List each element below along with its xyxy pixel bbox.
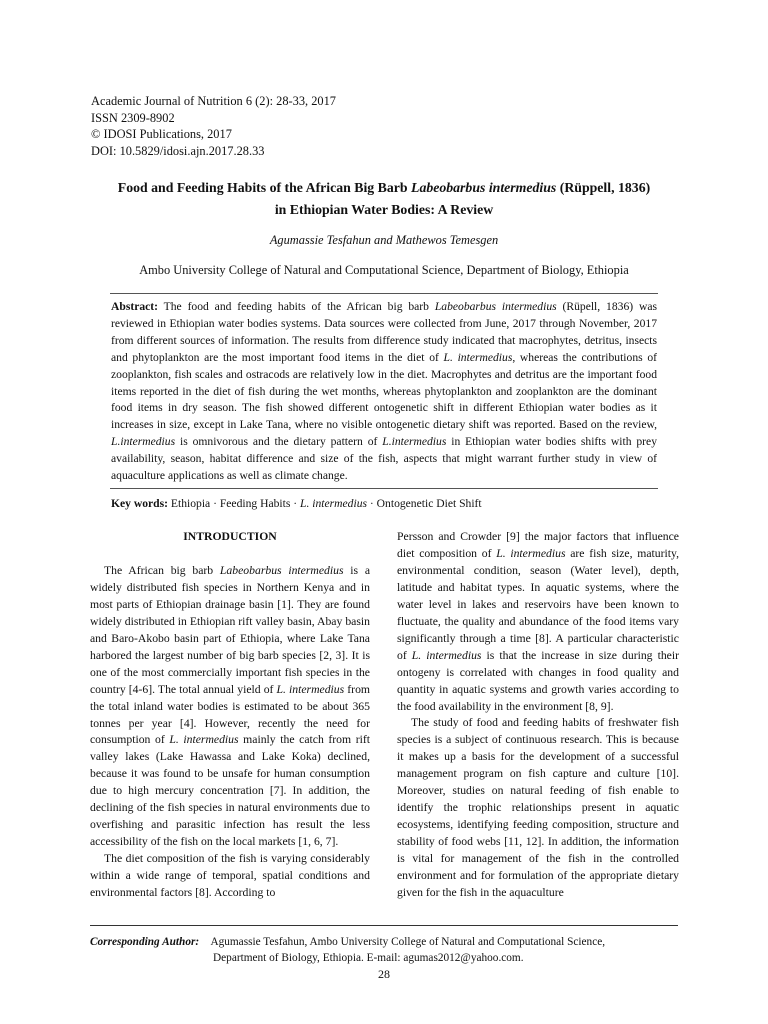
abstract-species: L.intermedius bbox=[111, 435, 176, 449]
issn: ISSN 2309-8902 bbox=[91, 110, 175, 125]
abstract bbox=[111, 299, 657, 485]
abstract-text: The food and feeding habits of the African big barb bbox=[158, 300, 435, 313]
right-column bbox=[397, 529, 679, 902]
title-line2: in Ethiopian Water Bodies: A Review bbox=[274, 202, 494, 217]
abstract-text: in Ethiopian water bodies shifts with prey availability, season, habitat difference and size of the fish, aspects that might warrant further study in view of aquaculture applications as well as climate change. bbox=[111, 435, 657, 483]
text: is a widely distributed fish species in Northern Kenya and in most parts of Ethiopian drainage basin [1]. They are found widely distributed in Ethiopian rift valley basin, Abay basin and Baro-Akobo basin part of Ethiopia, where Lake Tana harbored the largest number of big barb species [2, 3]. It is one of the most commercially important fish species in the country [4-6]. The total annual yield of bbox=[90, 563, 371, 696]
keywords bbox=[111, 497, 657, 510]
journal-citation: Academic Journal of Nutrition 6 (2): 28-33, 2017 bbox=[91, 94, 337, 108]
paragraph: The study of food and feeding habits of freshwater fish species is a subject of continuous research. This is because it makes up a basis for the development of a successful management program on fish capture and culture [10]. Moreover, studies on natural feeding of fish enable to identify the trophic relationships present in aquatic ecosystems, identifying feeding composition, structure and stability of food webs [11, 12]. In addition, the information is vital for management of the fish in the controlled environment and for formulation of the appropriate dietary given for the fish in the aquaculture bbox=[397, 716, 679, 900]
affiliation: Ambo University College of Natural and Computational Science, Department of Biology, Ethiopia bbox=[139, 263, 629, 277]
title-part2: (Rüppell, 1836) bbox=[556, 180, 651, 195]
left-column bbox=[90, 529, 370, 902]
abstract-text: , whereas the contributions of zooplankton, fish scales and ostracods are relatively low in the diet. Macrophytes and detritus are the important food items reported in the diet of fish during the wet months, whereas phytoplankton and zooplankton are the dominant food items in dry season. The fish showed different ontogenetic shift in different Ethiopian water bodies as it increases in size, except in Lake Tana, where no visible ontogenetic dietary shift was reported. Based on the review, bbox=[111, 350, 657, 432]
journal-meta bbox=[91, 93, 336, 159]
text: Persson and Crowder [9] the major factors that influence diet composition of bbox=[397, 530, 679, 560]
abstract-species: L.intermedius bbox=[382, 435, 447, 449]
keywords-text: · Ontogenetic Diet Shift bbox=[367, 497, 482, 510]
text: is that the increase in size during their ontogeny is correlated with changes in food quality and quantity in aquatic systems and growth varies according to the food availability in the environment [8, 9]. bbox=[397, 648, 679, 713]
abstract-text: (Rüpell, 1836) was reviewed in Ethiopian water bodies systems. Data sources were collected from June, 2017 through November, 2017 from different sources of information. The results from difference study indicated that macrophytes, detritus, insects and phytoplankton are the most important food items in the diet of bbox=[111, 300, 657, 364]
keywords-species: L. intermedius bbox=[300, 497, 368, 510]
corr-line2: Department of Biology, Ethiopia. E-mail: agumas2012@yahoo.com. bbox=[213, 952, 524, 964]
page-number: 28 bbox=[378, 967, 390, 981]
abstract-species: Labeobarbus intermedius bbox=[434, 300, 557, 313]
title-species: Labeobarbus intermedius bbox=[411, 180, 557, 195]
abstract-bottom-rule bbox=[110, 488, 658, 489]
species: L. intermedius bbox=[169, 733, 239, 747]
corresponding-author bbox=[90, 934, 605, 966]
paragraph: The diet composition of the fish is varying considerably within a wide range of temporal, spatial conditions and environmental factors [8]. According to bbox=[90, 852, 370, 900]
section-heading: INTRODUCTION bbox=[183, 530, 277, 543]
footer-rule bbox=[90, 925, 678, 926]
text: The African big barb bbox=[104, 563, 220, 577]
corr-line1: Agumassie Tesfahun, Ambo University College of Natural and Computational Science, bbox=[210, 936, 606, 948]
authors: Agumassie Tesfahun and Mathewos Temesgen bbox=[269, 233, 499, 247]
keywords-label: Key words: bbox=[111, 497, 168, 510]
title-part1: Food and Feeding Habits of the African Big Barb bbox=[117, 180, 412, 195]
keywords-text: Ethiopia · Feeding Habits · bbox=[168, 497, 301, 510]
text: from the total inland water bodies is estimated to be about 365 tonnes per year [4]. However, recently the need for consumption of bbox=[90, 682, 370, 747]
text: are fish size, maturity, environmental condition, season (Water level), depth, latitude and habitat types. In aquatic systems, where the water level in lakes and reservoirs have been known to fluctuate, the quality and abundance of the food items vary significantly through a time [8]. A particular characteristic of bbox=[397, 546, 680, 662]
species: L. intermedius bbox=[276, 682, 345, 696]
abstract-top-rule bbox=[110, 293, 658, 294]
paragraph bbox=[90, 563, 370, 851]
paper-title bbox=[80, 177, 688, 221]
doi: DOI: 10.5829/idosi.ajn.2017.28.33 bbox=[91, 143, 265, 158]
species: L. intermedius bbox=[411, 648, 482, 662]
species: L. intermedius bbox=[496, 546, 566, 560]
abstract-text: is omnivorous and the dietary pattern of bbox=[175, 435, 383, 449]
abstract-label: Abstract: bbox=[111, 300, 159, 313]
abstract-species: L. intermedius bbox=[443, 350, 513, 364]
paragraph bbox=[397, 529, 679, 715]
species: Labeobarbus intermedius bbox=[219, 563, 344, 577]
corr-label: Corresponding Author: bbox=[90, 936, 200, 948]
text: mainly the catch from rift valley lakes (Lake Hawassa and Lake Koka) declined, because it was found to be unsafe for human consumption due to high mercury concentration [7]. In addition, the declining of the fish species in natural environments due to overfishing and parasitic infection has result the less accessibility of the fish on the local markets [1, 6, 7]. bbox=[90, 733, 370, 849]
copyright: © IDOSI Publications, 2017 bbox=[91, 127, 232, 141]
